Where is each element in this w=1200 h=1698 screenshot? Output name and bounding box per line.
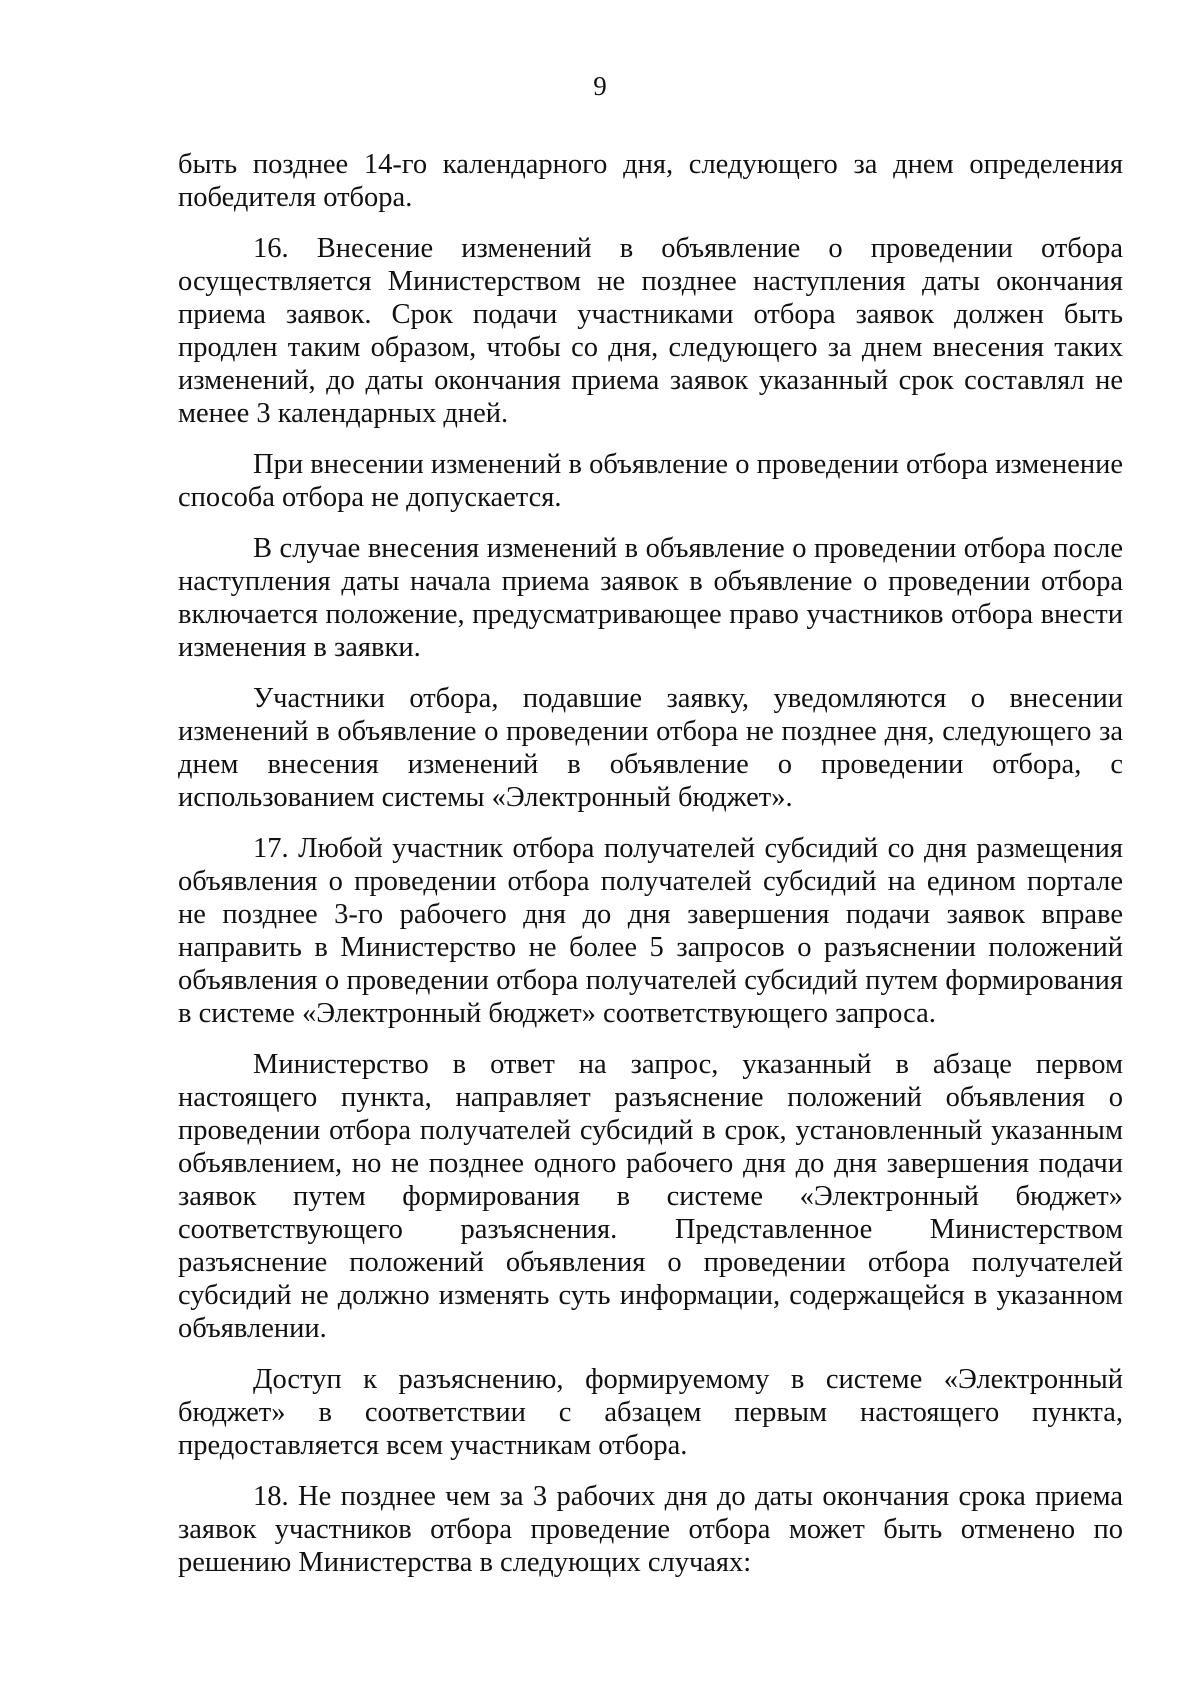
- paragraph-item-17: 17. Любой участник отбора получателей субсидий со дня размещения объявления о проведении отбора получателей субсидий на едином портале не позднее 3-го рабочего дня до дня завершения подачи заявок вправе направить в Министерство не более 5 запросов о разъяснении положений объявления о проведении отбора получателей субсидий путем формирования в системе «Электронный бюджет» соответствующего запроса.: [178, 833, 1123, 1029]
- document-body: [178, 148, 1123, 1597]
- paragraph-item-16: 16. Внесение изменений в объявление о проведении отбора осуществляется Министерством не позднее наступления даты окончания приема заявок. Срок подачи участниками отбора заявок должен быть продлен таким образом, чтобы со дня, следующего за днем внесения таких изменений, до даты окончания приема заявок указанный срок составлял не менее 3 календарных дней.: [178, 233, 1123, 429]
- page-number: 9: [593, 71, 607, 101]
- paragraph-participants-notified: Участники отбора, подавшие заявку, уведомляются о внесении изменений в объявление о проведении отбора не позднее дня, следующего за днем внесения изменений в объявление о проведении отбора, с использованием системы «Электронный бюджет».: [178, 683, 1123, 813]
- paragraph-changes-after-start: В случае внесения изменений в объявление о проведении отбора после наступления даты начала приема заявок в объявление о проведении отбора включается положение, предусматривающее право участников отбора внести изменения в заявки.: [178, 533, 1123, 663]
- paragraph-continuation: быть позднее 14-го календарного дня, следующего за днем определения победителя отбора.: [178, 149, 1123, 213]
- paragraph-access-clarification: Доступ к разъяснению, формируемому в системе «Электронный бюджет» в соответствии с абзацем первым настоящего пункта, предоставляется всем участникам отбора.: [178, 1364, 1123, 1461]
- paragraph-item-18: 18. Не позднее чем за 3 рабочих дня до даты окончания срока приема заявок участников отбора проведение отбора может быть отменено по решению Министерства в следующих случаях:: [178, 1481, 1123, 1578]
- paragraph-ministry-response: Министерство в ответ на запрос, указанный в абзаце первом настоящего пункта, направляет разъяснение положений объявления о проведении отбора получателей субсидий в срок, установленный указанным объявлением, но не позднее одного рабочего дня до дня завершения подачи заявок путем формирования в системе «Электронный бюджет» соответствующего разъяснения. Представленное Министерством разъяснение положений объявления о проведении отбора получателей субсидий не должно изменять суть информации, содержащейся в указанном объявлении.: [178, 1049, 1123, 1344]
- paragraph-no-change-method: При внесении изменений в объявление о проведении отбора изменение способа отбора не допускается.: [178, 449, 1123, 513]
